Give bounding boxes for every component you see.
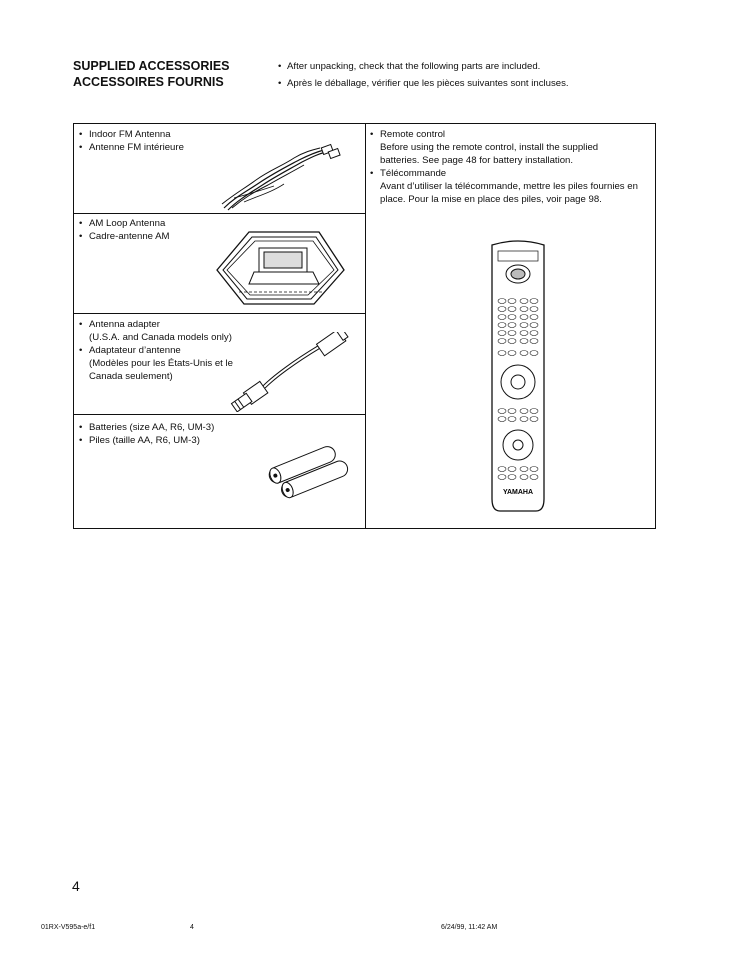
batteries-en: • Batteries (size AA, R6, UM-3)	[79, 421, 214, 434]
remote-brand: YAMAHA	[502, 489, 534, 496]
am-antenna-label	[79, 217, 170, 243]
row-divider	[74, 313, 365, 314]
fm-antenna-fr: • Antenne FM intérieure	[79, 141, 184, 154]
remote-fr-desc: Avant d’utiliser la télécommande, mettre les piles fournies en	[380, 181, 638, 192]
adapter-fr: • Adaptateur d’antenne	[79, 344, 233, 357]
accessories-table	[73, 123, 656, 529]
adapter-label	[79, 318, 233, 383]
adapter-fr-note: (Modèles pour les États-Unis et le	[89, 358, 233, 369]
intro-text	[278, 58, 569, 92]
footer-timestamp: 6/24/99, 11:42 AM	[441, 924, 498, 931]
row-divider	[74, 213, 365, 214]
fm-antenna-illustration	[214, 138, 344, 213]
remote-en: • Remote control	[370, 128, 655, 141]
heading-english: SUPPLIED ACCESSORIES	[73, 59, 230, 73]
page-number: 4	[72, 878, 80, 894]
batteries-label	[79, 421, 214, 447]
remote-fr-desc-2: place. Pour la mise en place des piles, voir page 98.	[380, 194, 602, 205]
remote-label	[370, 128, 655, 206]
remote-en-desc-2: batteries. See page 48 for battery installation.	[380, 155, 574, 166]
row-divider	[74, 414, 365, 415]
heading-french: ACCESSOIRES FOURNIS	[73, 75, 224, 89]
fm-antenna-label	[79, 128, 184, 154]
batteries-fr: • Piles (taille AA, R6, UM-3)	[79, 434, 214, 447]
remote-fr: • Télécommande	[370, 167, 655, 180]
column-divider	[365, 124, 366, 528]
section-heading	[73, 58, 230, 90]
adapter-en-note: (U.S.A. and Canada models only)	[89, 332, 232, 343]
footer-page: 4	[190, 924, 194, 931]
adapter-illustration	[224, 332, 354, 412]
intro-english: • After unpacking, check that the following parts are included.	[278, 58, 569, 75]
fm-antenna-en: • Indoor FM Antenna	[79, 128, 184, 141]
intro-french: • Après le déballage, vérifier que les pièces suivantes sont incluses.	[278, 75, 569, 92]
am-antenna-fr: • Cadre-antenne AM	[79, 230, 170, 243]
adapter-fr-note-2: Canada seulement)	[89, 371, 173, 382]
remote-illustration	[484, 237, 552, 517]
am-antenna-en: • AM Loop Antenna	[79, 217, 170, 230]
am-antenna-illustration	[209, 222, 354, 310]
footer-file: 01RX-V595a-e/f1	[41, 924, 96, 931]
batteries-illustration	[259, 444, 354, 504]
adapter-en: • Antenna adapter	[79, 318, 233, 331]
remote-en-desc: Before using the remote control, install the supplied	[380, 142, 599, 153]
